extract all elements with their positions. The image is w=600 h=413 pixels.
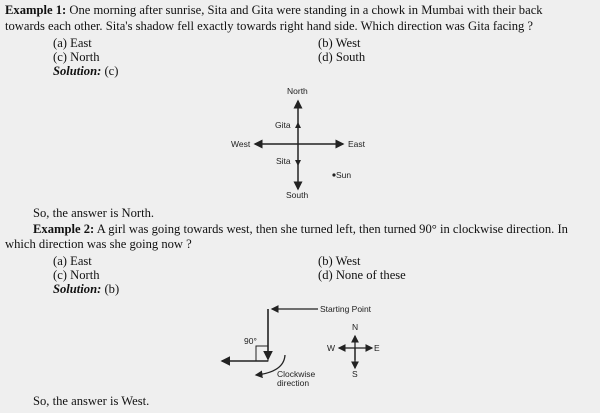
option-a: (a) East: [53, 36, 92, 50]
example1-question-line2: towards each other. Sita's shadow fell exactly towards right hand side. Which direction was Gita facing ?: [5, 19, 534, 33]
option-b: (b) West: [318, 254, 361, 268]
example2-answer: So, the answer is West.: [33, 394, 150, 408]
w-label: W: [327, 343, 336, 353]
option-b: (b) West: [318, 36, 361, 50]
e-label: E: [374, 343, 380, 353]
question-text: One morning after sunrise, Sita and Gita were standing in a chowk in Mumbai with their back: [69, 3, 543, 17]
option-a: (a) East: [53, 254, 92, 268]
sun-label: Sun: [336, 170, 352, 180]
east-label: East: [348, 139, 366, 149]
s-label: S: [352, 369, 358, 379]
example1-answer: So, the answer is North.: [33, 206, 155, 220]
example2-solution: [53, 282, 119, 296]
compass-diagram-1: [231, 86, 366, 200]
n-label: N: [352, 322, 359, 332]
south-label: South: [286, 190, 309, 200]
clockwise-label: Clockwise: [277, 369, 316, 379]
option-c: (c) North: [53, 268, 100, 282]
solution-value: (b): [104, 282, 120, 296]
example2-heading: Example 2:: [33, 222, 95, 236]
option-c: (c) North: [53, 50, 100, 64]
option-d: (d) None of these: [318, 268, 406, 282]
gita-label: Gita: [275, 120, 291, 130]
north-label: North: [287, 86, 308, 96]
example2-question-line1: [33, 222, 568, 236]
example2-question-line2: which direction was she going now ?: [5, 237, 192, 251]
question-text: A girl was going towards west, then she turned left, then turned 90° in clockwise direction. In: [96, 222, 568, 236]
solution-label: Solution:: [53, 64, 102, 78]
starting-point-label: Starting Point: [320, 304, 372, 314]
sita-label: Sita: [276, 156, 291, 166]
path-diagram-2: [222, 304, 380, 388]
example1-heading: Example 1:: [5, 3, 67, 17]
west-label: West: [231, 139, 251, 149]
solution-label: Solution:: [53, 282, 102, 296]
direction-label: direction: [277, 378, 310, 388]
angle-label: 90°: [244, 336, 257, 346]
solution-value: (c): [104, 64, 119, 78]
option-d: (d) South: [318, 50, 366, 64]
